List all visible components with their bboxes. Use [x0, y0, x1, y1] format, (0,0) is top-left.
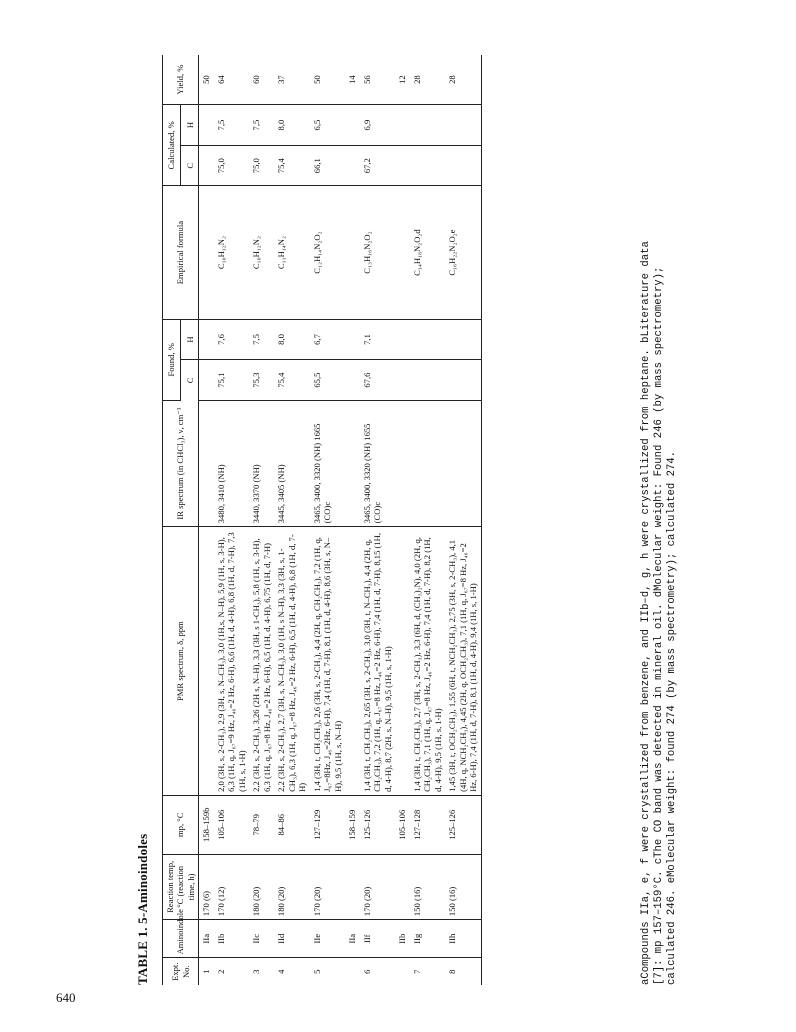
aminoindoles-table [162, 55, 482, 985]
table-row [310, 55, 345, 985]
cell-found-c [345, 360, 359, 401]
cell-yield: 56 [360, 55, 395, 105]
cell-calculated-h: 6,9 [360, 105, 395, 146]
cell-found-c: 75,3 [249, 360, 274, 401]
cell-pmr-spectrum: 2,2 (3H, s, 2-CH₃), 2,7 (3H, s, N–CH₃), 3,0 (1H, s N–H), 3,3 (3H, s, 1-CH₃), 6,3 (1H, q, J₆₇=8 Hz, J₄₆=2 Hz, 6-H), 6,5 (1H, d, 4-H), 6,8 (1H, d, 7-H) [274, 527, 309, 796]
cell-pmr-spectrum: 2,2 (3H, s, 2-CH₃), 3,26 (2H s, N–H), 3,3 (3H, s 1-CH₃), 5,8 (1H, s, 3-H), 6,3 (1H, q, J₆₇=8 Hz, J₄₆=2 Hz, 6-H), 6,5 (1H, d, 4-H), 6,75 (1H, d, 7-H) [249, 527, 274, 796]
cell-found-h: 8,0 [274, 319, 309, 360]
cell-calculated-h: 7,5 [249, 105, 274, 146]
cell-aminoindole: IIh [445, 920, 481, 958]
cell-found-c [445, 360, 481, 401]
table-row [395, 55, 409, 985]
cell-found-h [395, 319, 409, 360]
cell-expt-no: 6 [361, 969, 372, 974]
cell-reaction-temp: 170 (12) [214, 854, 249, 919]
cell-found-c [199, 360, 214, 401]
cell-aminoindole: IIc [249, 920, 274, 958]
cell-ir-spectrum [410, 400, 445, 526]
cell-empirical-formula: C₁₆H₂₂N₂O₂e [445, 186, 481, 319]
cell-melting-point: 78–79 [249, 795, 274, 854]
cell-calculated-c: 75,0 [214, 145, 249, 186]
cell-pmr-spectrum [345, 527, 359, 796]
cell-calculated-h: 6,5 [310, 105, 345, 146]
header-ir: IR spectrum (in CHCl₃), ν, cm⁻¹ [163, 400, 199, 526]
cell-found-h [345, 319, 359, 360]
footnote-line: calculated 246. eMolecular weight: found 274 (by mass spectrometry); calculated 274. [666, 450, 678, 985]
cell-calculated-h [199, 105, 214, 146]
cell-aminoindole: IIa [345, 920, 359, 958]
cell-expt-no: 4 [276, 969, 287, 974]
cell-calculated-h: 8,0 [274, 105, 309, 146]
cell-reaction-temp [345, 854, 359, 919]
header-aminoindole: Aminoindole [163, 920, 199, 958]
cell-expt-no: 2 [215, 969, 226, 974]
cell-calculated-h [345, 105, 359, 146]
cell-pmr-spectrum: 2,0 (3H, s, 2-CH₃), 2,9 (3H, s, N–CH₃), 3,0 (1H,s, N–H), 5,9 (1H, s, 3-H), 6,3 (1H, q, J₆₇=9 Hz, J₄₆=2 Hz, 6-H), 6,6 (1H, d, 4-H), 6,8 (1H, d, 7-H), 7,3 (1H, s, 1-H) [214, 527, 249, 796]
cell-melting-point: 127–128 [410, 795, 445, 854]
cell-yield: 12 [395, 55, 409, 105]
cell-calculated-c: 75,0 [249, 145, 274, 186]
cell-pmr-spectrum [395, 527, 409, 796]
cell-found-c: 67,6 [360, 360, 395, 401]
cell-calculated-h: 7,5 [214, 105, 249, 146]
cell-found-c: 65,5 [310, 360, 345, 401]
cell-pmr-spectrum: 1,45 (3H, t, OCH₂CH₃), 1,55 (6H, t, NCH₂CH₃), 2,75 (3H, s, 2-CH₃), 4,1 (4H, q, NCH₂CH₃), 4,45 (2H, q, OCH₂CH₃), 7,1 (1H, q, J₆₇=8 Hz, J₄₆=2 Hz, 6-H), 7,4 (1H, d, 7-H), 8,1 (1H, d, 4-H), 9,4 (1H, s, 1-H) [445, 527, 481, 796]
cell-melting-point: 84–86 [274, 795, 309, 854]
cell-melting-point: 125–126 [360, 795, 395, 854]
header-pmr: PMR spectrum, δ, ppm [163, 527, 199, 796]
cell-aminoindole: IIb [214, 920, 249, 958]
cell-expt-no: 8 [447, 969, 458, 974]
header-temp: Reaction temp, °C (reaction time, h) [163, 854, 199, 919]
cell-ir-spectrum [395, 400, 409, 526]
cell-melting-point: 125–126 [445, 795, 481, 854]
cell-yield: 28 [410, 55, 445, 105]
cell-calculated-c [445, 145, 481, 186]
cell-yield: 37 [274, 55, 309, 105]
cell-ir-spectrum: 3480, 3410 (NH) [214, 400, 249, 526]
cell-found-h [410, 319, 445, 360]
cell-reaction-temp: 180 (20) [274, 854, 309, 919]
header-yield: Yield, % [163, 55, 199, 105]
cell-ir-spectrum: 3445, 3405 (NH) [274, 400, 309, 526]
cell-ir-spectrum [445, 400, 481, 526]
cell-reaction-temp: 180 (20) [249, 854, 274, 919]
cell-found-c: 75,4 [274, 360, 309, 401]
cell-melting-point: 105–106 [395, 795, 409, 854]
cell-ir-spectrum: 3465, 3400, 3320 (NH) 1665 (CO)c [310, 400, 345, 526]
cell-calculated-c [410, 145, 445, 186]
table-body [199, 55, 481, 985]
cell-yield: 64 [214, 55, 249, 105]
header-calculated: Calculated, % [163, 105, 181, 186]
cell-found-h [199, 319, 214, 360]
cell-reaction-temp: 170 (6) [199, 854, 214, 919]
cell-empirical-formula [199, 186, 214, 319]
table-row [249, 55, 274, 985]
cell-expt-no: 7 [411, 969, 422, 974]
cell-yield: 14 [345, 55, 359, 105]
cell-found-h: 6,7 [310, 319, 345, 360]
cell-expt-no [345, 958, 359, 985]
cell-empirical-formula: C₁₀H₁₂N₂ [249, 186, 274, 319]
table-row [199, 55, 214, 985]
cell-pmr-spectrum [199, 527, 214, 796]
cell-ir-spectrum [345, 400, 359, 526]
table-row [410, 55, 445, 985]
table-row [345, 55, 359, 985]
cell-empirical-formula [345, 186, 359, 319]
rotated-table-page [132, 0, 732, 985]
cell-found-c: 75,1 [214, 360, 249, 401]
cell-melting-point: 158–159 [345, 795, 359, 854]
cell-calculated-h [410, 105, 445, 146]
header-formula: Empirical formula [163, 186, 199, 319]
cell-calculated-c: 75,4 [274, 145, 309, 186]
cell-empirical-formula: C₁₁H₁₄N₂ [274, 186, 309, 319]
header-calc-h: H [181, 105, 199, 146]
cell-aminoindole: IIb [395, 920, 409, 958]
cell-aminoindole: IId [274, 920, 309, 958]
cell-found-h: 7,6 [214, 319, 249, 360]
header-mp: mp, °C [163, 795, 199, 854]
cell-pmr-spectrum: 1,4 (3H, t, CH₂CH₃), 2,65 (3H, s, 2-CH₃), 3,0 (3H, t, N–CH₃), 4,4 (2H, q, CH₂CH₃), 7,2 (1H, q, J₆₇=8 Hz, J₄₆=2 Hz, 6-H), 7,4 (1H, d, 7-H), 8,15 (1H, d, 4-H), 8,7 (2H, s, N–H), 9,5 (1H, s, 1-H) [360, 527, 395, 796]
cell-aminoindole: IIa [199, 920, 214, 958]
table-caption: TABLE 1. 5-Aminoindoles [135, 833, 150, 985]
cell-reaction-temp: 150 (16) [410, 854, 445, 919]
cell-reaction-temp [395, 854, 409, 919]
cell-calculated-h [395, 105, 409, 146]
cell-melting-point: 158–159b [199, 795, 214, 854]
cell-found-h: 7,1 [360, 319, 395, 360]
table-row [214, 55, 249, 985]
cell-empirical-formula: C₁₃H₁₆N₂O₂ [360, 186, 395, 319]
cell-calculated-c: 66,1 [310, 145, 345, 186]
cell-calculated-c: 67,2 [360, 145, 395, 186]
cell-empirical-formula [395, 186, 409, 319]
table-row [445, 55, 481, 985]
cell-reaction-temp: 170 (20) [360, 854, 395, 919]
cell-ir-spectrum: 3465, 3400, 3320 (NH) 1655 (CO)c [360, 400, 395, 526]
cell-yield: 60 [249, 55, 274, 105]
cell-calculated-c [395, 145, 409, 186]
cell-melting-point: 127–129 [310, 795, 345, 854]
footnotes [640, 0, 679, 985]
cell-aminoindole: IIf [360, 920, 395, 958]
cell-expt-no [395, 958, 409, 985]
header-calc-c: C [181, 145, 199, 186]
cell-found-h [445, 319, 481, 360]
cell-reaction-temp: 150 (16) [445, 854, 481, 919]
header-found-c: C [184, 377, 195, 384]
cell-pmr-spectrum: 1,4 (3H, t, CH₂CH₃), 2,6 (3H, s, 2-CH₃), 4,4 (2H, q, CH₂CH₃), 7,2 (1H, q, J₆₇=8Hz, J₄₆=2Hz, 6-H), 7,4 (1H, d, 7-H), 8,1 (1H, d, 4-H), 8,6 (3H, s, N–H), 9,5 (1H, s, N–H) [310, 527, 345, 796]
cell-empirical-formula: C₁₀H₁₂N₂ [214, 186, 249, 319]
cell-yield: 50 [310, 55, 345, 105]
cell-expt-no: 5 [311, 969, 322, 974]
page-number: 640 [56, 990, 76, 1005]
table-header [163, 55, 199, 985]
cell-expt-no: 1 [201, 969, 212, 974]
cell-found-c [395, 360, 409, 401]
cell-reaction-temp: 170 (20) [310, 854, 345, 919]
cell-yield: 28 [445, 55, 481, 105]
table-row [274, 55, 309, 985]
cell-calculated-h [445, 105, 481, 146]
table-row [360, 55, 395, 985]
cell-empirical-formula: C₁₂H₁₄N₂O₂ [310, 186, 345, 319]
cell-aminoindole: IIe [310, 920, 345, 958]
header-expt: Expt. No. [170, 962, 191, 981]
header-found-h: H [181, 319, 199, 360]
cell-calculated-c [199, 145, 214, 186]
cell-melting-point: 105–106 [214, 795, 249, 854]
header-found: Found, % [163, 319, 181, 400]
cell-expt-no: 3 [251, 969, 262, 974]
cell-empirical-formula: C₁₄H₁₈N₂O₂d [410, 186, 445, 319]
cell-aminoindole: IIg [410, 920, 445, 958]
cell-yield: 50 [199, 55, 214, 105]
cell-calculated-c [345, 145, 359, 186]
cell-pmr-spectrum: 1,4 (3H, t, CH₂CH₃), 2,7 (3H, s, 2-CH₃), 3,3 (6H, d, (CH₃)₂N), 4,0 (2H, q, CH₂CH₃), 7,1 (1H, q, J₆₇=8 Hz, J₄₆=2 Hz, 6-H), 7,4 (1H, d, 7-H), 8,2 (1H, d, 4-H), 9,5 (1H, s, 1-H) [410, 527, 445, 796]
footnote-line: [7]: mp 157–159°C. cThe CO band was detected in mineral oil. dMolecular weight: Found 246 (by mass spectrometry); [653, 266, 665, 985]
cell-found-h: 7,5 [249, 319, 274, 360]
cell-ir-spectrum: 3440, 3370 (NH) [249, 400, 274, 526]
cell-found-c [410, 360, 445, 401]
footnote-line: aCompounds IIa, e, f were crystallized from benzene, and IIb–d, g, h were crystallized from heptane. bLiterature data [640, 241, 652, 985]
cell-ir-spectrum [199, 400, 214, 526]
